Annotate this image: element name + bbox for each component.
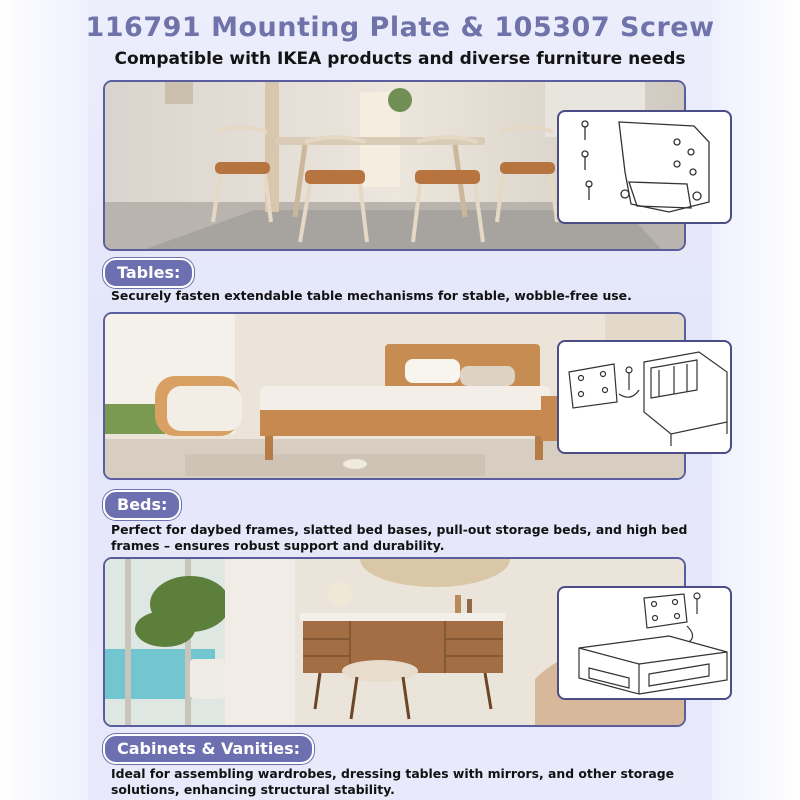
section-label-beds: Beds: xyxy=(103,490,181,520)
section-label-tables: Tables: xyxy=(103,258,194,288)
page-subtitle: Compatible with IKEA products and diverse furniture needs xyxy=(114,49,686,69)
background-frame-left xyxy=(0,0,88,800)
section-description-beds: Perfect for daybed frames, slatted bed bases, pull-out storage beds, and high bed frames – ensures robust support and durability. xyxy=(111,522,688,553)
bed-frame-installation-diagram xyxy=(557,340,732,454)
section-description-cabinets-vanities: Ideal for assembling wardrobes, dressing tables with mirrors, and other storage solutions, enhancing structural stability. xyxy=(111,766,675,797)
storage-bed-installation-diagram xyxy=(557,586,732,700)
mounting-plate-with-screws-diagram xyxy=(557,110,732,224)
section-description-tables: Securely fasten extendable table mechanisms for stable, wobble-free use. xyxy=(111,288,632,303)
section-label-cabinets-vanities: Cabinets & Vanities: xyxy=(103,734,314,764)
page-title: 116791 Mounting Plate & 105307 Screw xyxy=(85,12,715,43)
